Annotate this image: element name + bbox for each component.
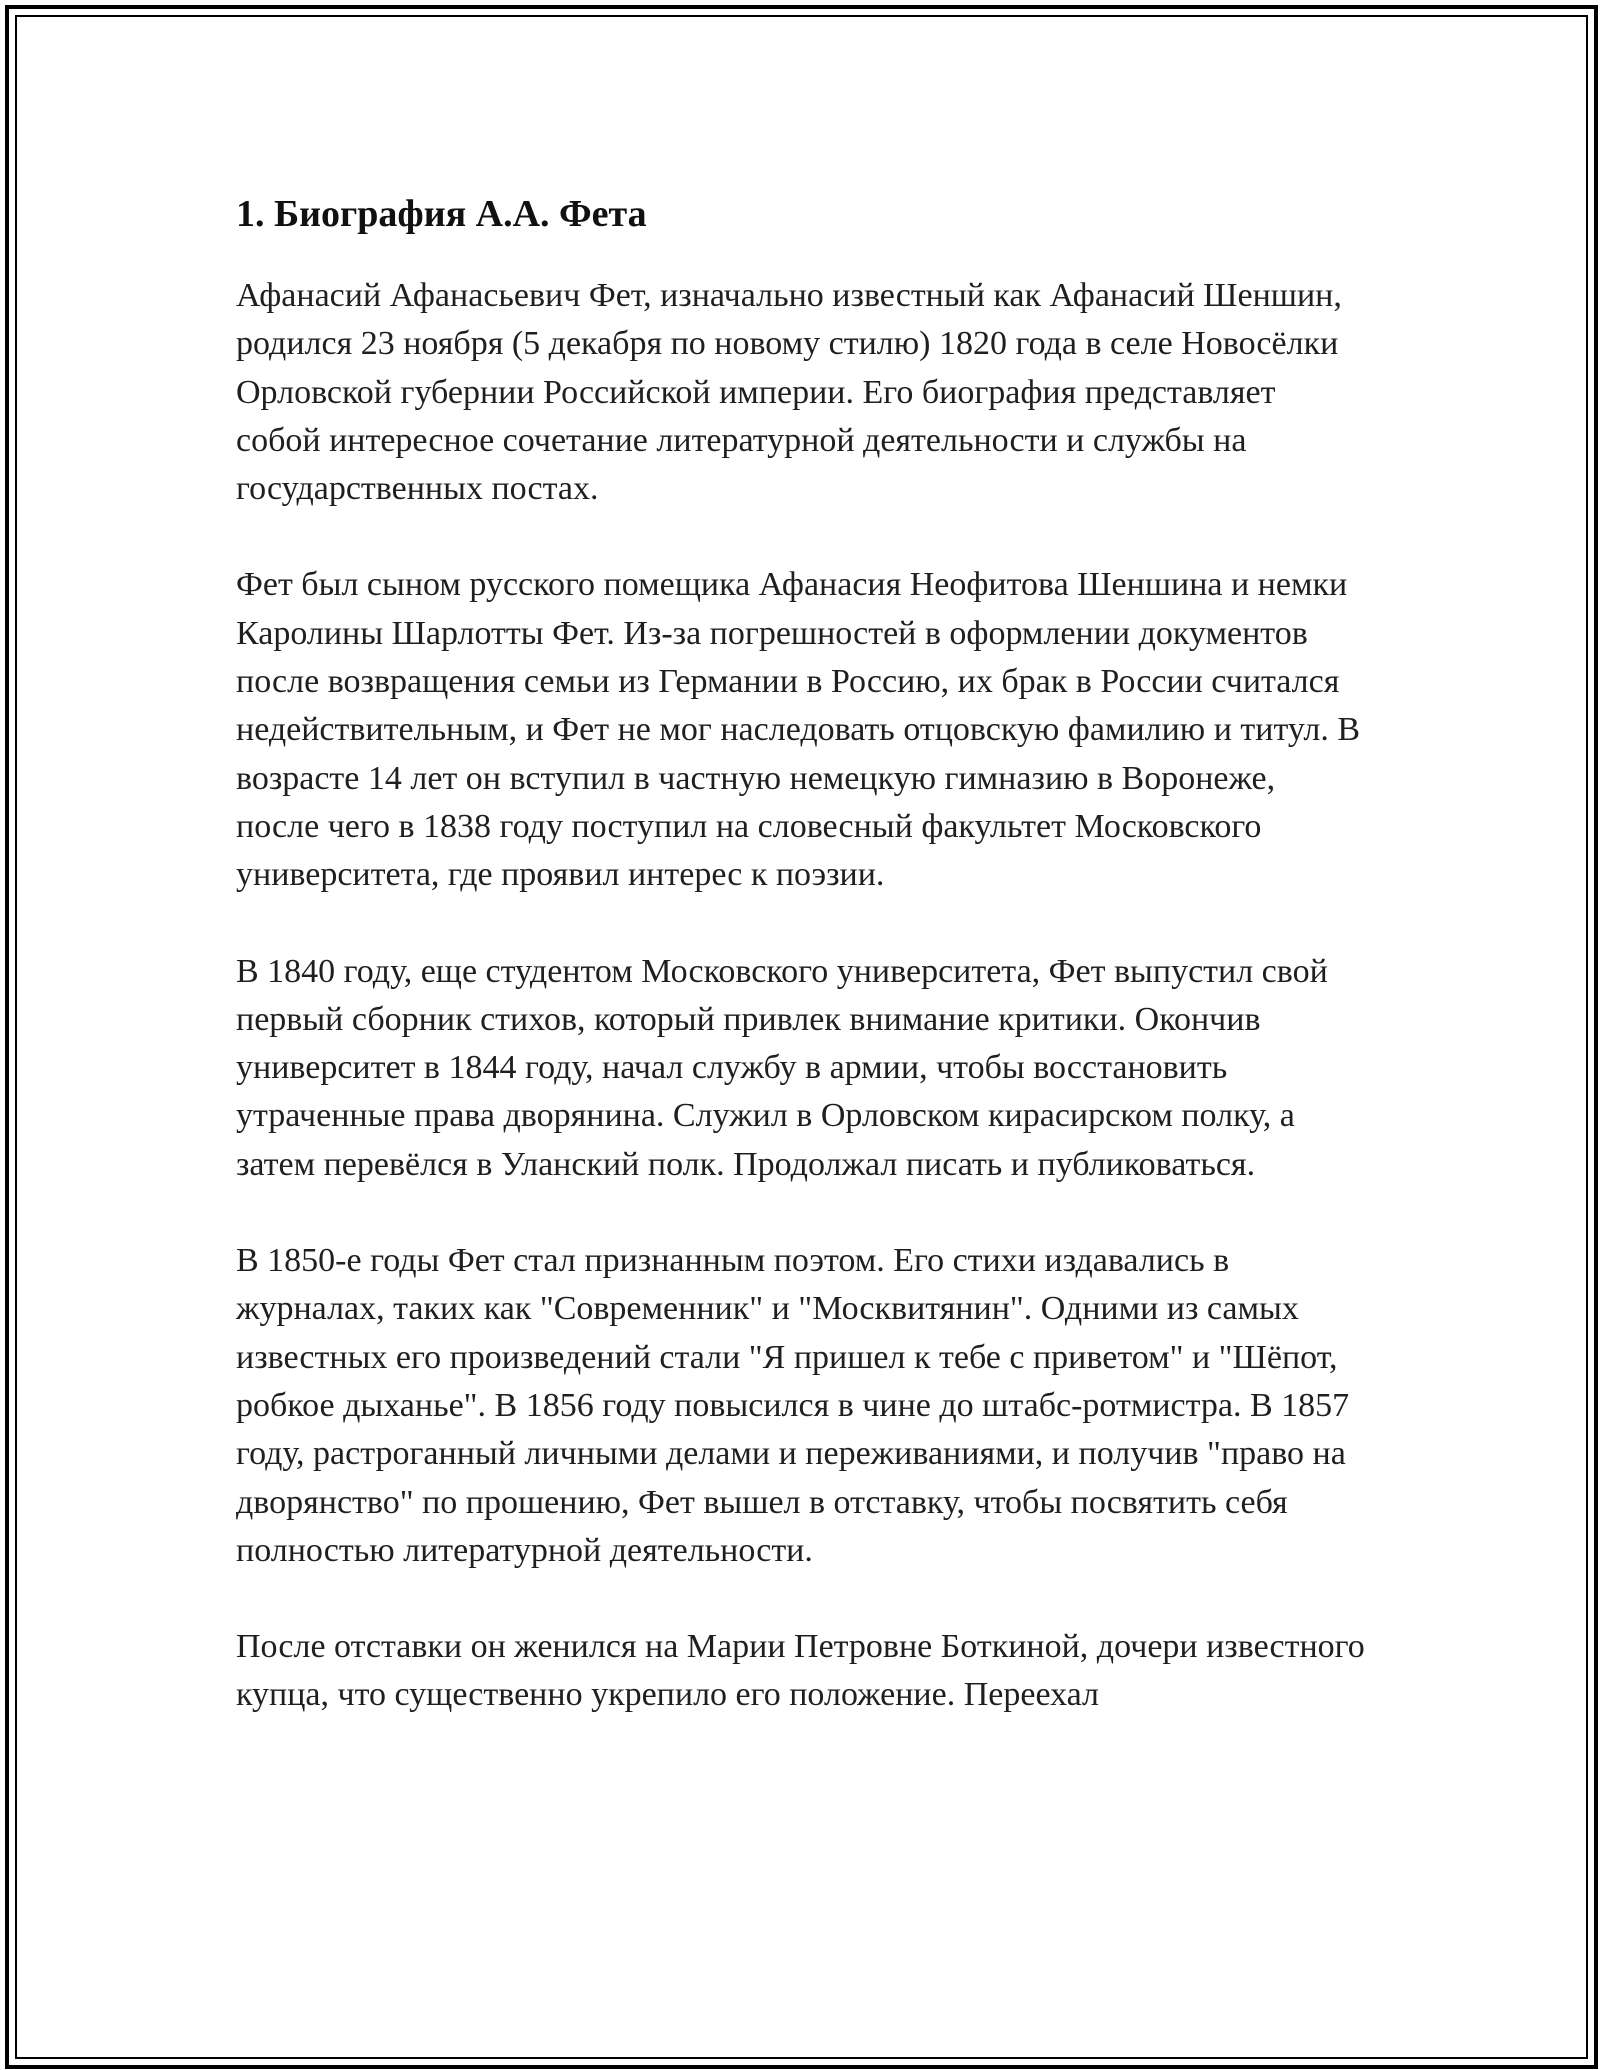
paragraph-4: В 1850-е годы Фет стал признанным поэтом. Его стихи издавались в журналах, таких как "Современник" и "Москвитянин". Одними из самых известных его произведений стали "Я пришел к тебе с приветом" и "Шёпот, робкое дыханье". В 1856 году повысился в чине до штабс-ротмистра. В 1857 году, растроганный личными делами и переживаниями, и получив "право на дворянство" по прошению, Фет вышел в отставку, чтобы посвятить себя полностью литературной деятельности.	[236, 1242, 1350, 1569]
paragraph-5: После отставки он женился на Марии Петровне Боткиной, дочери известного купца, что существенно укрепило его положение. Переехал	[236, 1628, 1365, 1714]
paragraph-1: Афанасий Афанасьевич Фет, изначально известный как Афанасий Шеншин, родился 23 ноября (5 декабря по новому стилю) 1820 года в селе Новосёлки Орловской губернии Российской империи. Его биография представляет собой интересное сочетание литературной деятельности и службы на государственных постах.	[236, 277, 1342, 508]
paragraph-3: В 1840 году, еще студентом Московского университета, Фет выпустил свой первый сборник стихов, который привлек внимание критики. Окончив университет в 1844 году, начал службу в армии, чтобы восстановить утраченные права дворянина. Служил в Орловском кирасирском полку, а затем перевёлся в Уланский полк. Продолжал писать и публиковаться.	[236, 952, 1328, 1183]
paragraph-2: Фет был сыном русского помещика Афанасия Неофитова Шеншина и немки Каролины Шарлотты Фет. Из-за погрешностей в оформлении документов после возвращения семьи из Германии в Россию, их брак в России считался недействительным, и Фет не мог наследовать отцовскую фамилию и титул. В возрасте 14 лет он вступил в частную немецкую гимназию в Воронеже, после чего в 1838 году поступил на словесный факультет Московского университета, где проявил интерес к поэзии.	[236, 566, 1361, 894]
section-title: 1. Биография А.А. Фета	[236, 193, 647, 235]
document-body	[236, 190, 1366, 1768]
